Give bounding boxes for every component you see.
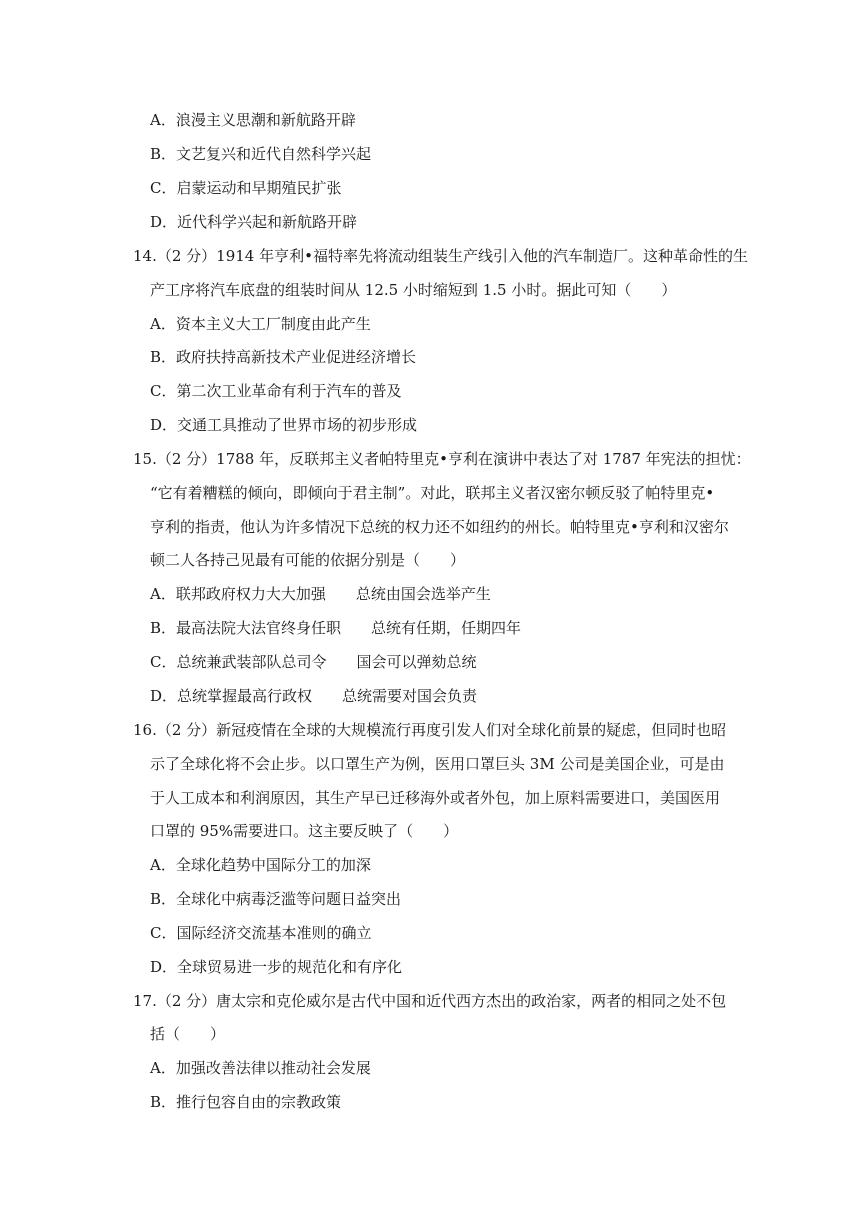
q13-option-d[interactable]: D．近代科学兴起和新航路开辟 xyxy=(150,213,358,231)
q15-stem-line-4: 顿二人各持己见最有可能的依据分别是（ ） xyxy=(150,551,466,569)
q14-stem-line-1: 14.（2 分）1914 年亨利•福特率先将流动组装生产线引入他的汽车制造厂。这种革命性的生 xyxy=(133,247,748,265)
q15-option-a[interactable]: A．联邦政府权力大大加强 总统由国会选举产生 xyxy=(150,585,491,603)
q15-stem-line-1: 15.（2 分）1788 年，反联邦主义者帕特里克•亨利在演讲中表达了对 1787 年宪法的担忧： xyxy=(133,450,751,468)
q17-stem-line-1: 17.（2 分）唐太宗和克伦威尔是古代中国和近代西方杰出的政治家，两者的相同之处不包 xyxy=(133,992,727,1010)
q13-option-c[interactable]: C．启蒙运动和早期殖民扩张 xyxy=(150,179,342,197)
q15-option-d[interactable]: D．总统掌握最高行政权 总统需要对国会负责 xyxy=(150,687,478,705)
q14-option-a[interactable]: A．资本主义大工厂制度由此产生 xyxy=(150,315,371,333)
q14-option-b[interactable]: B．政府扶持高新技术产业促进经济增长 xyxy=(150,348,417,366)
q17-option-b[interactable]: B．推行包容自由的宗教政策 xyxy=(150,1093,342,1111)
q16-stem-line-3: 于人工成本和利润原因，其生产早已迁移海外或者外包，加上原料需要进口，美国医用 xyxy=(150,789,721,807)
q16-stem-line-1: 16.（2 分）新冠疫情在全球的大规模流行再度引发人们对全球化前景的疑虑，但同时也昭 xyxy=(133,721,727,739)
q14-stem-line-2: 产工序将汽车底盘的组装时间从 12.5 小时缩短到 1.5 小时。据此可知（ ） xyxy=(150,281,677,299)
q16-option-a[interactable]: A．全球化趋势中国际分工的加深 xyxy=(150,856,371,874)
q16-stem-line-2: 示了全球化将不会止步。以口罩生产为例，医用口罩巨头 3M 公司是美国企业，可是由 xyxy=(150,755,725,773)
q13-option-a[interactable]: A．浪漫主义思潮和新航路开辟 xyxy=(150,111,356,129)
q16-option-c[interactable]: C．国际经济交流基本准则的确立 xyxy=(150,924,372,942)
q17-option-a[interactable]: A．加强改善法律以推动社会发展 xyxy=(150,1059,371,1077)
q16-option-b[interactable]: B．全球化中病毒泛滥等问题日益突出 xyxy=(150,890,402,908)
q14-option-c[interactable]: C．第二次工业革命有利于汽车的普及 xyxy=(150,382,402,400)
q15-stem-line-2: “它有着糟糕的倾向，即倾向于君主制”。对此，联邦主义者汉密尔顿反驳了帕特里克• xyxy=(150,484,715,502)
q16-stem-line-4: 口罩的 95%需要进口。这主要反映了（ ） xyxy=(150,822,459,840)
q17-stem-line-2: 括（ ） xyxy=(150,1025,226,1043)
q16-option-d[interactable]: D．全球贸易进一步的规范化和有序化 xyxy=(150,958,403,976)
q15-option-b[interactable]: B．最高法院大法官终身任职 总统有任期，任期四年 xyxy=(150,619,522,637)
q14-option-d[interactable]: D．交通工具推动了世界市场的初步形成 xyxy=(150,416,418,434)
q15-option-c[interactable]: C．总统兼武装部队总司令 国会可以弹劾总统 xyxy=(150,653,477,671)
q15-stem-line-3: 亨利的指责，他认为许多情况下总统的权力还不如纽约的州长。帕特里克•亨利和汉密尔 xyxy=(150,518,729,536)
q13-option-b[interactable]: B．文艺复兴和近代自然科学兴起 xyxy=(150,145,372,163)
